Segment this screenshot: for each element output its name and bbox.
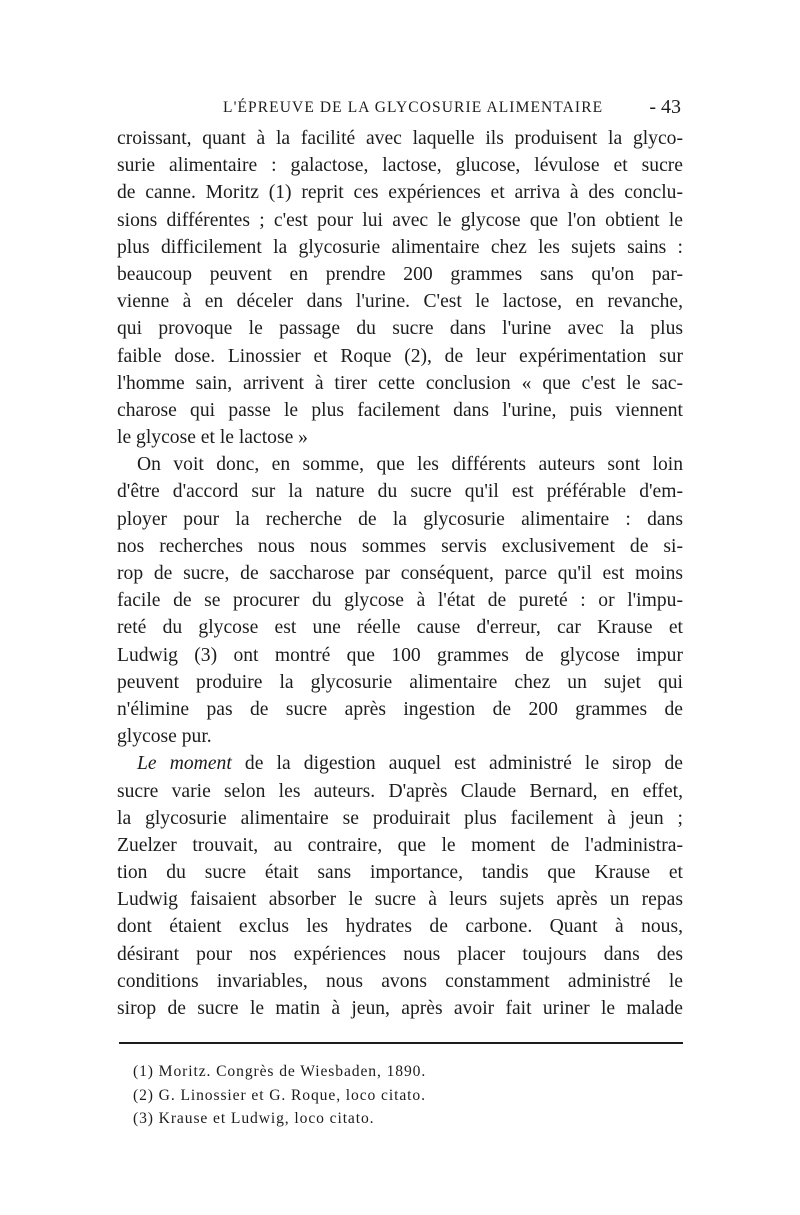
line-rest: de la digestion auquel est administré le sirop de bbox=[244, 753, 683, 775]
text-line: Ludwig (3) ont montré que 100 grammes de glycose impur bbox=[117, 644, 683, 666]
footnote-rule bbox=[119, 1042, 683, 1044]
text-line: de canne. Moritz (1) reprit ces expériences et arriva à des conclu- bbox=[117, 182, 683, 204]
footnotes bbox=[117, 1060, 683, 1131]
text-line: plus difficilement la glycosurie alimentaire chez les sujets sains : bbox=[117, 236, 683, 258]
footnote: (2) G. Linossier et G. Roque, loco citato. bbox=[133, 1086, 426, 1104]
paragraph-start-line bbox=[117, 750, 683, 777]
text-line: nos recherches nous nous sommes servis exclusivement de si- bbox=[117, 535, 683, 557]
page-number bbox=[649, 96, 681, 119]
text-line: sions différentes ; c'est pour lui avec le glycose que l'on obtient le bbox=[117, 209, 683, 231]
text-line: faible dose. Linossier et Roque (2), de leur expérimentation sur bbox=[117, 345, 683, 367]
text-line: croissant, quant à la facilité avec laquelle ils produisent la glyco- bbox=[117, 128, 683, 149]
text-line: rop de sucre, de saccharose par conséquent, parce qu'il est moins bbox=[117, 563, 683, 584]
book-page bbox=[117, 95, 683, 1131]
italic-lead: Le moment bbox=[137, 753, 232, 775]
text-line: ployer pour la recherche de la glycosurie alimentaire : dans bbox=[117, 508, 683, 530]
text-line: sirop de sucre le matin à jeun, après avoir fait uriner le malade bbox=[117, 998, 683, 1019]
text-line: Ludwig faisaient absorber le sucre à leurs sujets après un repas bbox=[117, 889, 683, 911]
text-line: la glycosurie alimentaire se produirait plus facilement à jeun ; bbox=[117, 807, 683, 829]
text-line: beaucoup peuvent en prendre 200 grammes sans qu'on par- bbox=[117, 263, 683, 285]
text-line: désirant pour nos expériences nous placer toujours dans des bbox=[117, 943, 683, 965]
text-line: peuvent produire la glycosurie alimentaire chez un sujet qui bbox=[117, 671, 683, 693]
page-number-value: 43 bbox=[661, 96, 681, 118]
text-line: dont étaient exclus les hydrates de carbone. Quant à nous, bbox=[117, 916, 683, 938]
text-line: conditions invariables, nous avons constamment administré le bbox=[117, 970, 683, 992]
text-line: n'élimine pas de sucre après ingestion de 200 grammes de bbox=[117, 698, 683, 720]
text-line: d'être d'accord sur la nature du sucre qu'il est préférable d'em- bbox=[117, 481, 683, 503]
text-line: reté du glycose est une réelle cause d'erreur, car Krause et bbox=[117, 617, 683, 639]
body-text bbox=[117, 125, 683, 1022]
text-line: sucre varie selon les auteurs. D'après Claude Bernard, en effet, bbox=[117, 780, 683, 802]
footnote: (1) Moritz. Congrès de Wiesbaden, 1890. bbox=[133, 1063, 427, 1081]
text-line: charose qui passe le plus facilement dans l'urine, puis viennent bbox=[117, 399, 683, 421]
text-line: vienne à en déceler dans l'urine. C'est le lactose, en revanche, bbox=[117, 291, 683, 313]
text-line: glycose pur. bbox=[117, 726, 212, 748]
text-line: tion du sucre était sans importance, tandis que Krause et bbox=[117, 862, 683, 884]
text-line: Zuelzer trouvait, au contraire, que le moment de l'administra- bbox=[117, 834, 683, 856]
running-title: L'ÉPREUVE DE LA GLYCOSURIE ALIMENTAIRE bbox=[223, 99, 604, 116]
text-line: l'homme sain, arrivent à tirer cette conclusion « que c'est le sac- bbox=[117, 372, 683, 394]
text-line: facile de se procurer du glycose à l'état de pureté : or l'impu- bbox=[117, 590, 683, 612]
page-number-separator: - bbox=[649, 96, 656, 118]
running-head bbox=[117, 95, 683, 125]
text-line: qui provoque le passage du sucre dans l'urine avec la plus bbox=[117, 318, 683, 340]
text-line: surie alimentaire : galactose, lactose, glucose, lévulose et sucre bbox=[117, 155, 683, 177]
paragraph-start-line: On voit donc, en somme, que les différents auteurs sont loin bbox=[137, 454, 683, 476]
footnote: (3) Krause et Ludwig, loco citato. bbox=[133, 1110, 375, 1128]
text-line: le glycose et le lactose » bbox=[117, 427, 308, 449]
